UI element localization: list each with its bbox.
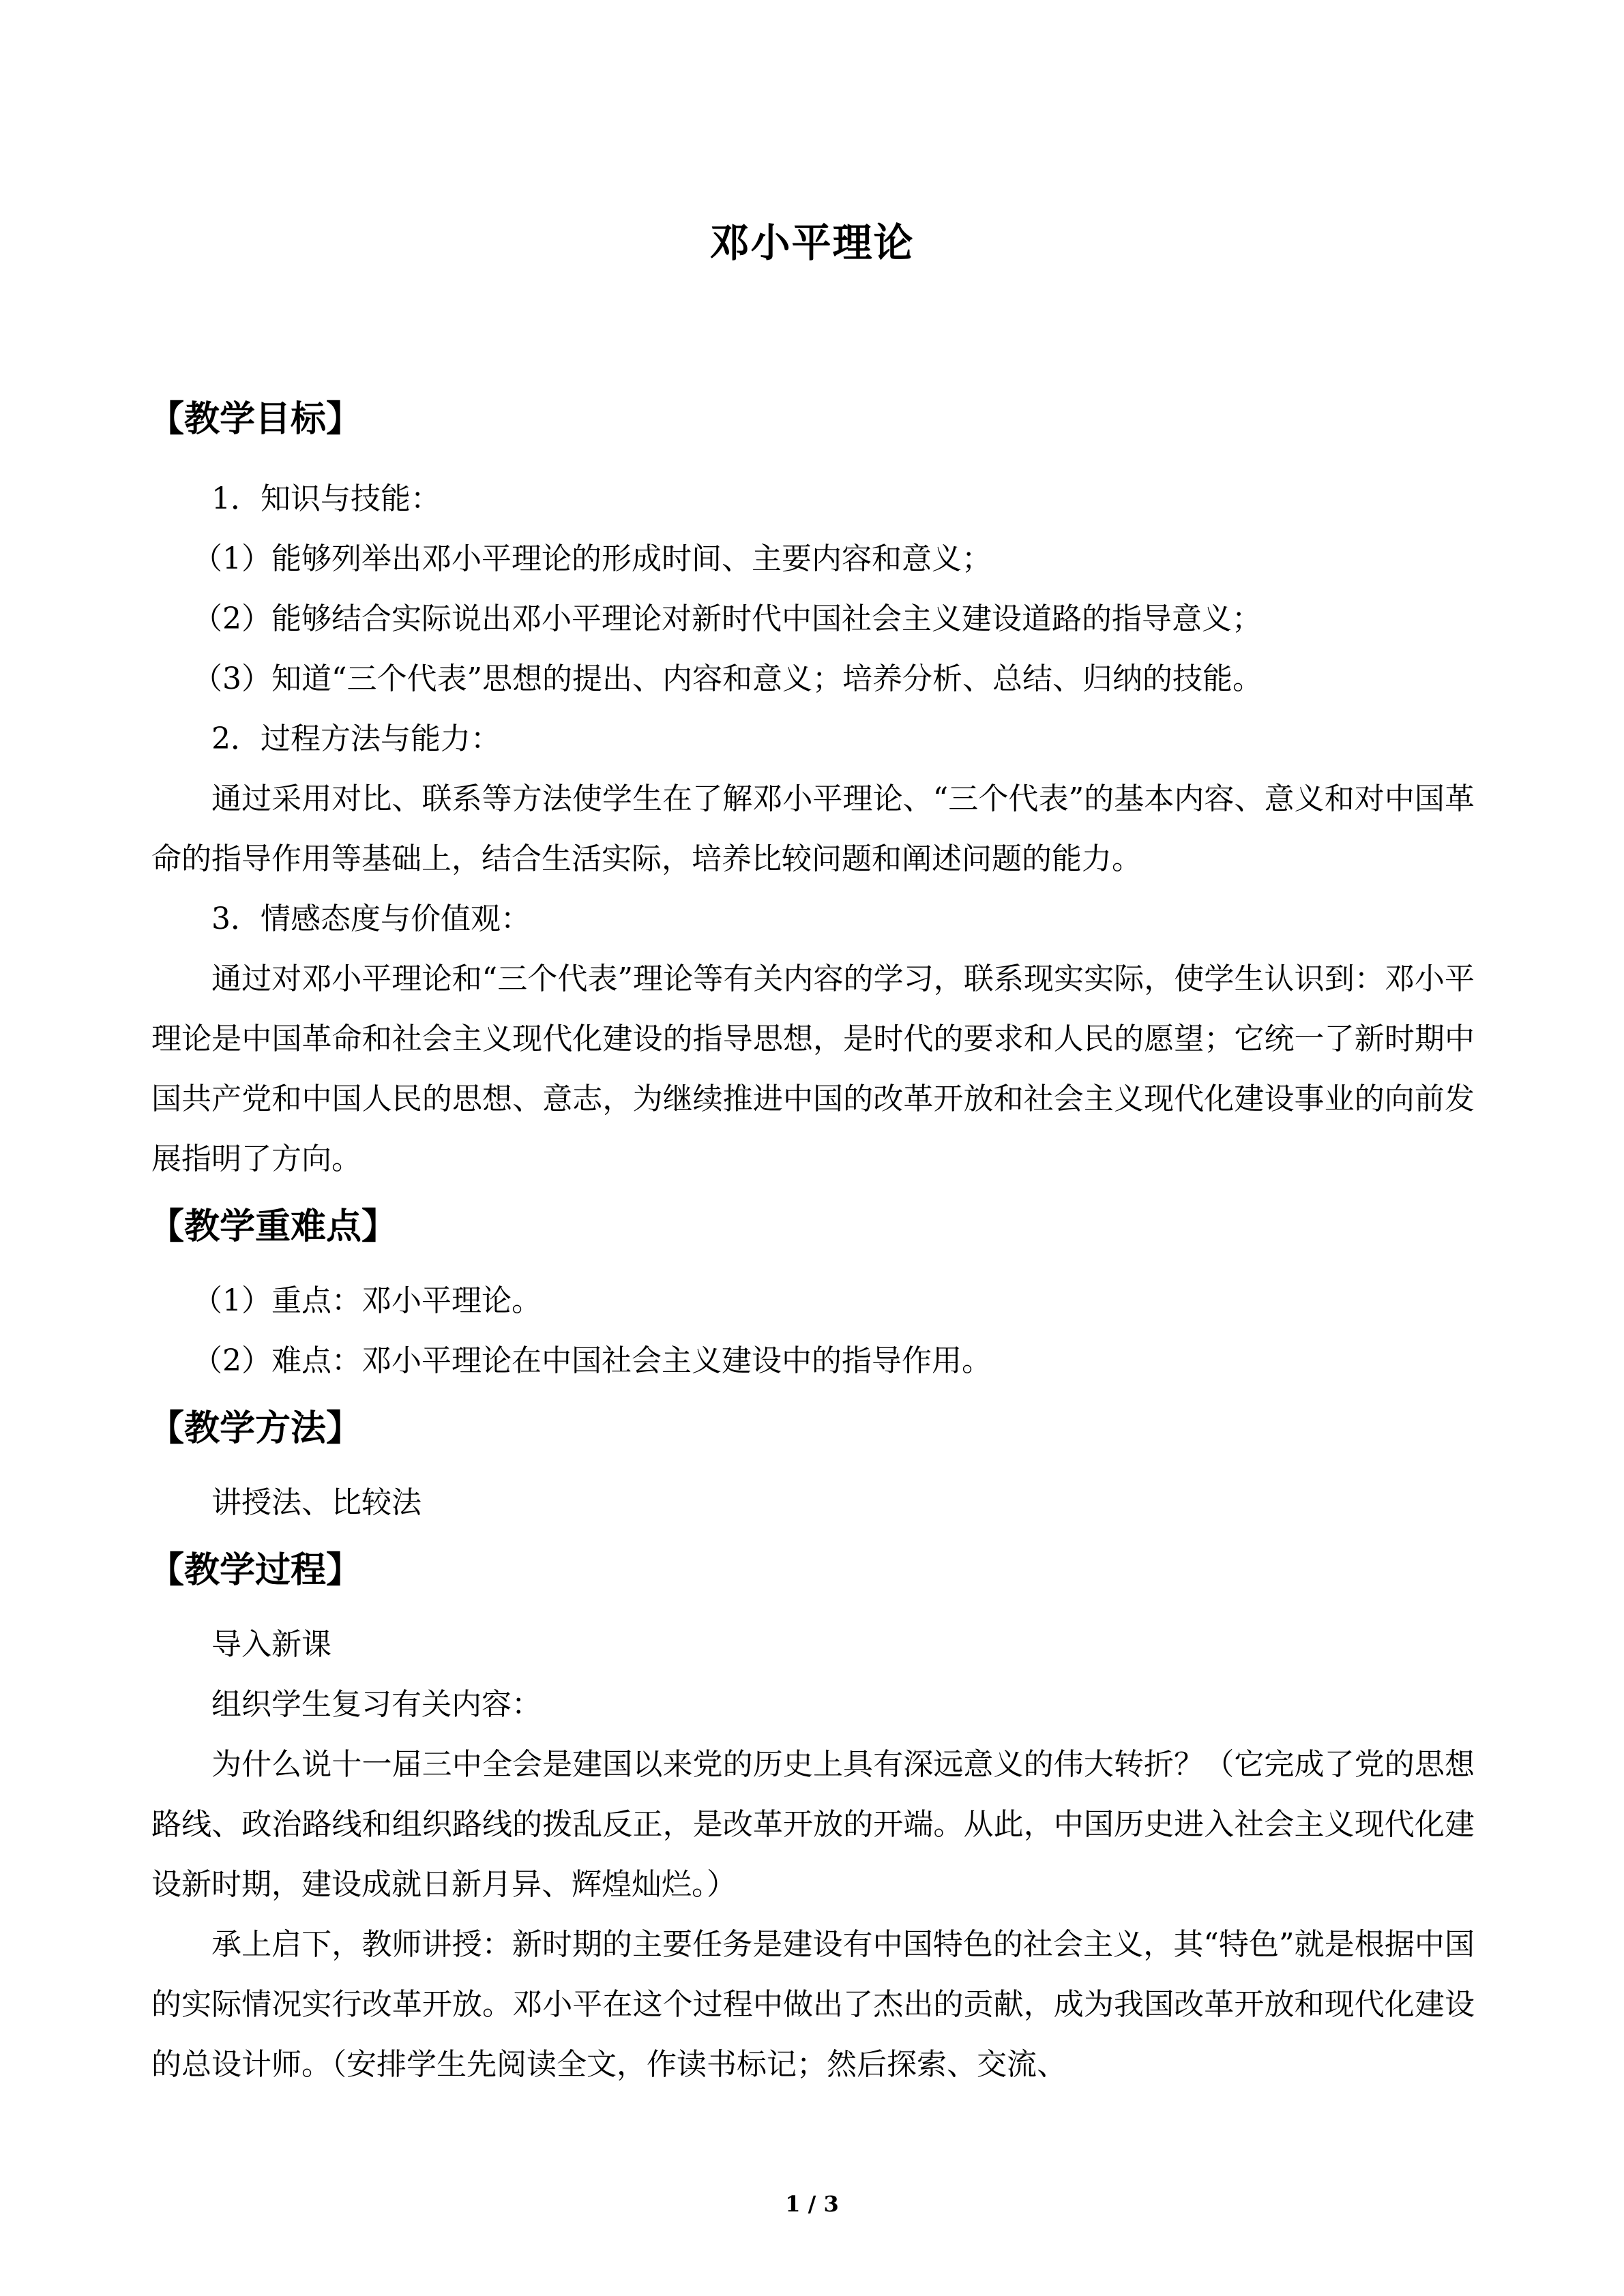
section-process [151, 1533, 1475, 2095]
paragraph: 通过对邓小平理论和“三个代表”理论等有关内容的学习，联系现实实际，使学生认识到：邓小平理论是中国革命和社会主义现代化建设的指导思想，是时代的要求和人民的愿望；它统一了新时期中国共产党和中国人民的思想、意志，为继续推进中国的改革开放和社会主义现代化建设事业的向前发展指明了方向。 [151, 961, 1475, 1176]
paragraph: 2．过程方法与能力： [211, 721, 501, 756]
section-key-points [151, 1189, 1475, 1391]
paragraph: （3）知道“三个代表”思想的提出、内容和意义；培养分析、总结、归纳的技能。 [192, 661, 1263, 696]
paragraph: 为什么说十一届三中全会是建国以来党的历史上具有深远意义的伟大转折？（它完成了党的思想路线、政治路线和组织路线的拨乱反正，是改革开放的开端。从此，中国历史进入社会主义现代化建设新时期，建设成就日新月异、辉煌灿烂。） [151, 1747, 1475, 1902]
section-heading-objectives: 【教学目标】 [149, 398, 362, 440]
paragraph: （2）难点：邓小平理论在中国社会主义建设中的指导作用。 [192, 1343, 992, 1378]
paragraph: （2）能够结合实际说出邓小平理论对新时代中国社会主义建设道路的指导意义； [192, 601, 1262, 636]
paragraph: （1）能够列举出邓小平理论的形成时间、主要内容和意义； [192, 541, 992, 576]
document-body [151, 382, 1475, 2095]
section-heading-key-points: 【教学重难点】 [149, 1206, 398, 1247]
section-heading-methods: 【教学方法】 [149, 1407, 362, 1449]
section-methods [151, 1391, 1475, 1533]
paragraph: 通过采用对比、联系等方法使学生在了解邓小平理论、“三个代表”的基本内容、意义和对中国革命的指导作用等基础上，结合生活实际，培养比较问题和阐述问题的能力。 [151, 781, 1475, 876]
paragraph: 3．情感态度与价值观： [211, 901, 531, 936]
paragraph: 1．知识与技能： [211, 481, 441, 516]
section-heading-process: 【教学过程】 [149, 1549, 362, 1591]
document-title: 邓小平理论 [709, 220, 915, 266]
paragraph: 组织学生复习有关内容： [211, 1687, 542, 1722]
paragraph: 承上启下，教师讲授：新时期的主要任务是建设有中国特色的社会主义，其“特色”就是根据中国的实际情况实行改革开放。邓小平在这个过程中做出了杰出的贡献，成为我国改革开放和现代化建设的总设计师。（安排学生先阅读全文，作读书标记；然后探索、交流、 [151, 1927, 1475, 2082]
paragraph: 讲授法、比较法 [211, 1485, 422, 1520]
section-objectives [151, 382, 1475, 1189]
page-number: 1 / 3 [785, 2191, 839, 2217]
paragraph: 导入新课 [211, 1627, 331, 1662]
paragraph: （1）重点：邓小平理论。 [192, 1283, 542, 1318]
